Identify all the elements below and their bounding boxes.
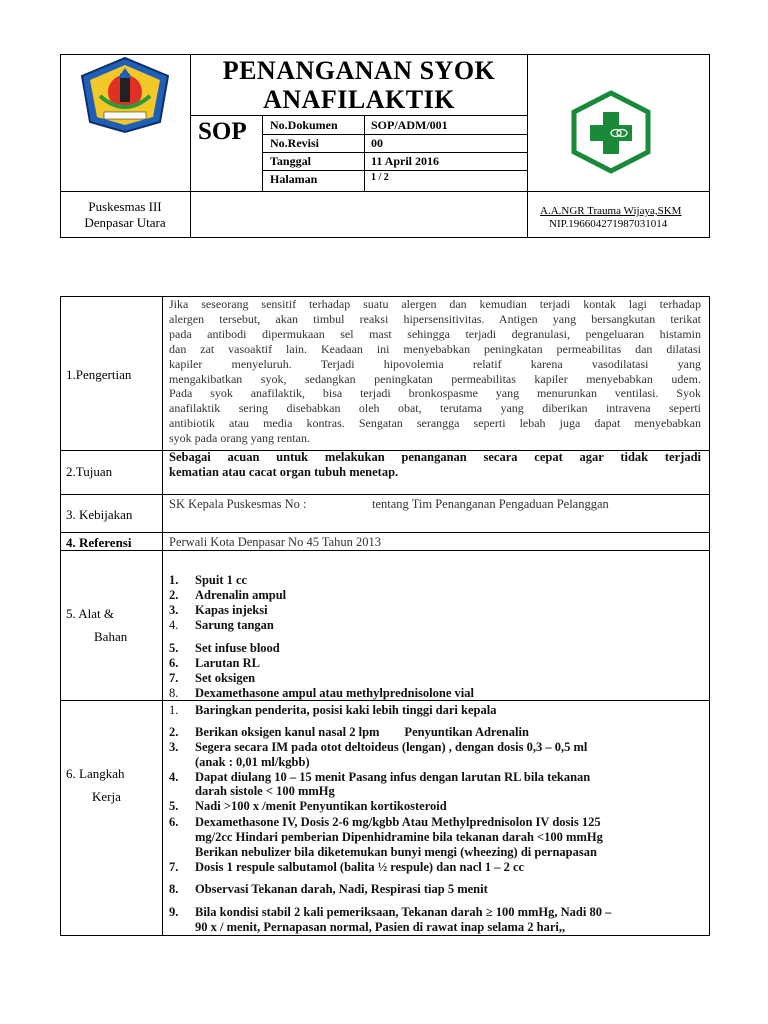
pengertian-line: pada antibodi dipermukaan sel mast sehingga terjadi degranulasi, pengeluaran histamin — [169, 326, 701, 341]
document-title-line2: ANAFILAKTIK — [263, 85, 455, 114]
label-tujuan: 2.Tujuan — [66, 464, 113, 479]
item-number: 8. — [169, 686, 179, 700]
kebijakan-text-b: tentang Tim Penanganan Pengaduan Pelanggan — [372, 497, 609, 511]
pengertian-line: kapiler menyeluruh. Terjadi hipovolemia relatif karena vasodilatasi yang — [169, 356, 701, 371]
alat-item — [169, 671, 255, 686]
step-number: 4. — [169, 770, 179, 784]
meta-label-no-revisi: No.Revisi — [270, 136, 319, 150]
step-number: 2. — [169, 725, 179, 739]
meta-label-halaman: Halaman — [270, 172, 318, 186]
step-text: Observasi Tekanan darah, Nadi, Respirasi tiap 5 menit — [195, 882, 488, 896]
step-number: 8. — [169, 882, 179, 896]
step-number: 6. — [169, 815, 179, 829]
tujuan-line1: Sebagai acuan untuk melakukan penanganan secara cepat agar tidak terjadi — [169, 450, 701, 464]
item-number: 7. — [169, 671, 179, 685]
item-text: Adrenalin ampul — [195, 588, 287, 602]
item-number: 3. — [169, 603, 179, 617]
alat-item — [169, 618, 274, 633]
kebijakan-text-a: SK Kepala Puskesmas No : — [169, 497, 307, 511]
meta-value-no-revisi: 00 — [371, 136, 383, 150]
signer-name: A.A.NGR Trauma Wijaya,SKM — [540, 205, 682, 217]
step-text: Nadi >100 x /menit Penyuntikan kortikosteroid — [195, 799, 447, 813]
pengertian-text — [169, 297, 701, 446]
step-number: 5. — [169, 799, 179, 813]
label-langkah-line2: Kerja — [92, 789, 121, 804]
step-text: Dosis 1 respule salbutamol (balita ½ respule) dan nacl 1 – 2 cc — [195, 860, 525, 874]
alat-item — [169, 686, 474, 701]
langkah-step-cont: darah sistole < 100 mmHg — [195, 784, 335, 798]
org-name-line1: Puskesmas III — [88, 199, 162, 214]
langkah-step — [169, 860, 524, 875]
step-text: Segera secara IM pada otot deltoideus (lengan) , dengan dosis 0,3 – 0,5 ml — [195, 740, 588, 754]
pengertian-line: anafilaktik sering disebabkan oleh obat, terutama yang diberikan intravena seperti — [169, 401, 701, 416]
item-number: 1. — [169, 573, 179, 587]
item-number: 4. — [169, 618, 179, 632]
langkah-step — [169, 740, 587, 755]
label-kebijakan: 3. Kebijakan — [66, 507, 133, 522]
meta-value-no-dokumen: SOP/ADM/001 — [371, 118, 448, 132]
alat-item — [169, 656, 260, 671]
item-number: 2. — [169, 588, 179, 602]
langkah-step — [169, 725, 529, 740]
alat-item — [169, 603, 268, 618]
item-number: 6. — [169, 656, 179, 670]
label-referensi: 4. Referensi — [66, 535, 132, 550]
step-text: Bila kondisi stabil 2 kali pemeriksaan, Tekanan darah ≥ 100 mmHg, Nadi 80 – — [195, 905, 612, 919]
pengertian-line: syok pada orang yang rentan. — [169, 431, 310, 446]
langkah-step — [169, 770, 590, 785]
item-text: Larutan RL — [195, 656, 260, 670]
step-number: 7. — [169, 860, 179, 874]
referensi-text: Perwali Kota Denpasar No 45 Tahun 2013 — [169, 535, 382, 549]
meta-label-no-dokumen: No.Dokumen — [270, 118, 338, 132]
alat-item — [169, 641, 280, 656]
step-number: 1. — [169, 703, 179, 717]
sop-label: SOP — [198, 118, 247, 145]
step-number: 9. — [169, 905, 179, 919]
item-text: Spuit 1 cc — [195, 573, 248, 587]
langkah-step — [169, 703, 496, 718]
langkah-step — [169, 799, 447, 814]
tujuan-line2: kematian atau cacat organ tubuh menetap. — [169, 465, 399, 479]
pengertian-line: mengakibatkan syok, sedangkan peningkatan permeabilitas kapiler menyebabkan udem. — [169, 371, 701, 386]
langkah-step-cont: Berikan nebulizer bila diketemukan bunyi mengi (wheezing) di pernapasan — [195, 845, 597, 859]
item-number: 5. — [169, 641, 179, 655]
langkah-step-cont: (anak : 0,01 ml/kgbb) — [195, 755, 310, 769]
langkah-step-cont: mg/2cc Hindari pemberian Dipenhidramine bila tekanan darah <100 mmHg — [195, 830, 603, 844]
langkah-step — [169, 905, 611, 920]
alat-item — [169, 573, 247, 588]
signer-nip: NIP.196604271987031014 — [549, 218, 668, 230]
org-name-line2: Denpasar Utara — [84, 215, 166, 230]
pengertian-line: dan zat vasoaktif lain. Keadaan ini menyebabkan peningkatan permeabilitas dan dilatasi — [169, 341, 701, 356]
alat-item — [169, 588, 286, 603]
puskesmas-cross-logo-icon — [570, 90, 652, 174]
label-alat-line2: Bahan — [94, 629, 128, 644]
pengertian-line: Jika seseorang sensitif terhadap suatu alergen dan kemudian terjadi kontak lagi terhadap — [169, 297, 701, 311]
item-text: Dexamethasone ampul atau methylprednisolone vial — [195, 686, 474, 700]
meta-value-halaman: 1 / 2 — [371, 172, 389, 183]
step-text: Dapat diulang 10 – 15 menit Pasang infus dengan larutan RL bila tekanan — [195, 770, 591, 784]
step-text: Dexamethasone IV, Dosis 2-6 mg/kgbb Atau Methylprednisolon IV dosis 125 — [195, 815, 601, 829]
step-number: 3. — [169, 740, 179, 754]
pengertian-line: Pada syok anafilaktik, bisa terjadi bronkospasme yang menurunkan ventilasi. Syok — [169, 386, 701, 401]
pengertian-line: antibiotik atau media kontras. Sengatan serangga seperti lebah juga dapat menyebabkan — [169, 416, 701, 431]
item-text: Kapas injeksi — [195, 603, 268, 617]
label-alat-line1: 5. Alat & — [66, 606, 115, 621]
step-text: Baringkan penderita, posisi kaki lebih tinggi dari kepala — [195, 703, 497, 717]
meta-label-tanggal: Tanggal — [270, 154, 311, 168]
government-seal-icon — [76, 56, 174, 134]
label-langkah-line1: 6. Langkah — [66, 766, 125, 781]
meta-value-tanggal: 11 April 2016 — [371, 154, 440, 168]
langkah-step — [169, 882, 488, 897]
langkah-step-cont: 90 x / menit, Pernapasan normal, Pasien di rawat inap selama 2 hari,, — [195, 920, 566, 934]
document-title-line1: PENANGANAN SYOK — [222, 56, 496, 85]
langkah-step — [169, 815, 601, 830]
pengertian-line: alergen tersebut, akan timbul reaksi hipersensitivitas. Antigen yang bersangkutan terikat — [169, 311, 701, 326]
item-text: Set oksigen — [195, 671, 256, 685]
step-text: Berikan oksigen kanul nasal 2 lpm Penyuntikan Adrenalin — [195, 725, 529, 739]
item-text: Sarung tangan — [195, 618, 274, 632]
label-pengertian: 1.Pengertian — [66, 367, 132, 382]
item-text: Set infuse blood — [195, 641, 280, 655]
tujuan-text — [169, 450, 701, 480]
